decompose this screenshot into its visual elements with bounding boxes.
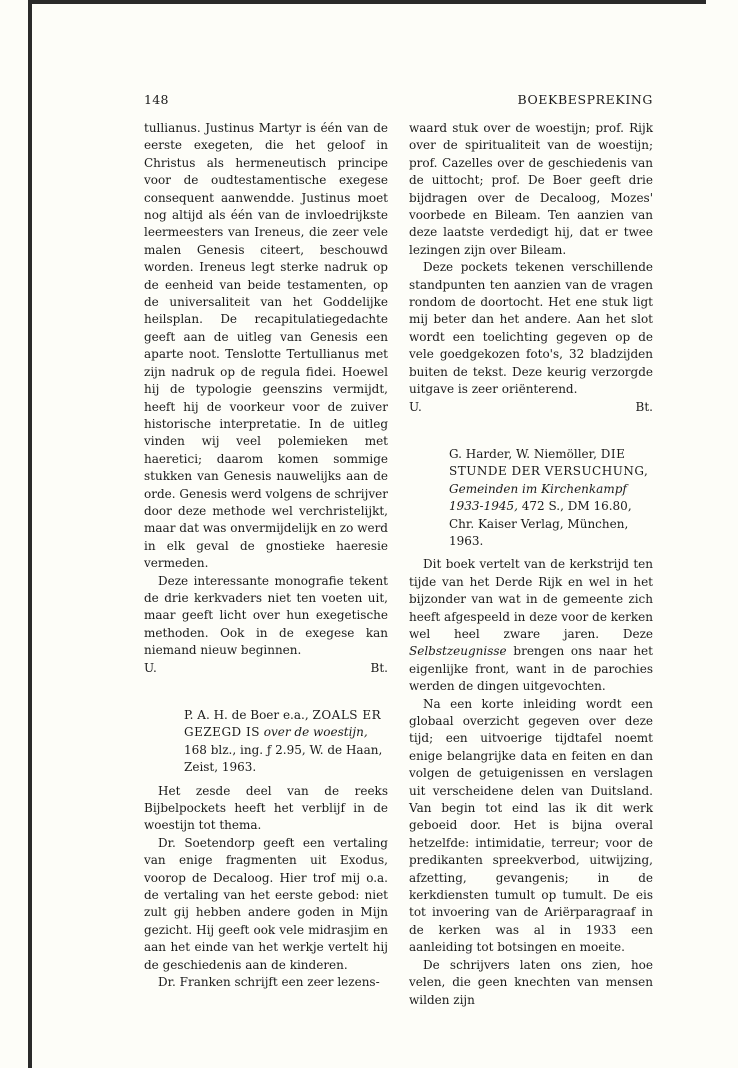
signature-abbrev: Bt.	[635, 399, 653, 414]
left-column	[144, 120, 388, 992]
book-entry-zoals-er-gezegd-is	[184, 707, 388, 777]
book-details: 168 blz., ing. ƒ 2.95, W. de Haan, Zeist, 1963.	[184, 742, 383, 775]
review3-paragraph: Na een korte inleiding wordt een globaal overzicht gegeven over deze tijd; een uitvoerige tijdtafel noemt enige belangrijke data en feiten en dan volgen de getuigenissen en verslagen uit verscheidene delen van Duitsland. Van begin tot eind las ik dit werk geboeid door. Het is bijna overal hetzelfde: intimidatie, terreur; voor de predikanten spreekverbod, uitwijzing, afzetting, gevangenis; in de kerkdiensten tumult op tumult. De eis tot invoering van de Ariërparagraaf in de kerken was al in 1933 een aanleiding tot botsingen en moeite.	[409, 696, 653, 955]
page-number: 148	[144, 92, 169, 107]
book-title: DIE STUNDE DER VERSUCHUNG,	[449, 446, 649, 479]
book-authors: P. A. H. de Boer e.a.,	[184, 708, 309, 722]
review1-body: tullianus. Justinus Martyr is één van de eerste exegeten, die het geloof in Christus als hermeneutisch principe voor de oudtestamentische exegese consequent aanwendde. Justinus moet nog altijd als één van de invloedrijkste leermeesters van Ireneus, die zeer vele malen Genesis citeert, beschouwd worden. Ireneus legt sterke nadruk op de eenheid van beide testamenten, op de universaliteit van het Goddelijke heilsplan. De recapitulatiegedachte geeft aan de uitleg van Genesis een aparte noot. Tenslotte Tertullianus met zijn nadruk op de regula fidei. Hoewel hij de typologie geenszins vermijdt, heeft hij de voorkeur voor de zuiver historische interpretatie. In de uitleg vinden wij veel polemieken met haeretici; daarom komen sommige stukken van Genesis nauwelijks aan de orde. Genesis werd volgens de schrijver door deze methode wel verchristelijkt, maar dat was onvermijdelijk en zo werd in elk geval de gnostieke haeresie vermeden.	[144, 121, 388, 571]
review3-italic-term: Selbstzeugnisse	[409, 644, 507, 659]
book-title: ZOALS ER GEZEGD IS	[184, 708, 382, 740]
running-title: BOEKBESPREKING	[517, 92, 653, 107]
right-column	[409, 120, 653, 1009]
review2-paragraph: Dr. Franken schrijft een zeer lezens-	[158, 975, 380, 990]
review2-paragraph: Dr. Soetendorp geeft een vertaling van enige fragmenten uit Exodus, voorop de Decaloog. Hier trof mij o.a. de vertaling van het eerste gebod: niet zult gij hebben andere goden in Mijn gezicht. Hij geeft ook vele midrasjim en aan het einde van het werkje vertelt hij de geschiedenis aan de kinderen.	[144, 835, 388, 972]
book-authors: G. Harder, W. Niemöller,	[449, 446, 597, 461]
book-entry-die-stunde-der-versuchung	[449, 446, 653, 550]
review2-paragraph: Het zesde deel van de reeks Bijbelpockets heeft het verblijf in de woestijn tot thema.	[144, 783, 388, 833]
review3-paragraph	[409, 556, 653, 695]
signature-abbrev: Bt.	[370, 660, 388, 675]
book-details: 472 S., DM 16.80, Chr. Kaiser Verlag, München, 1963.	[449, 499, 632, 548]
signature-initial: U.	[409, 399, 422, 414]
review3-text: brengen ons naar het eigenlijke front, want in de parochies werden de dingen uitgevochten.	[409, 644, 653, 694]
scan-edge-top	[30, 0, 706, 4]
review3-text: Dit boek vertelt van de kerkstrijd ten tijde van het Derde Rijk en wel in het bijzonder van wat in de gemeente zich heeft afgespeeld in deze voor de kerken wel heel zware jaren. Deze	[409, 557, 653, 641]
review3-paragraph: De schrijvers laten ons zien, hoe velen, die geen knechten van mensen wilden zijn	[409, 957, 653, 1007]
book-subtitle: over de woestijn,	[263, 725, 368, 740]
review2-paragraph: Deze pockets tekenen verschillende standpunten ten aanzien van de vragen rondom de doortocht. Het ene stuk ligt mij beter dan het andere. Aan het slot wordt een toelichting gegeven op de vele goedgekozen foto's, 32 bladzijden buiten de tekst. Deze keurig verzorgde uitgave is zeer oriënterend.	[409, 260, 653, 397]
review1-conclusion: Deze interessante monografie tekent de drie kerkvaders niet ten voeten uit, maar geeft licht over hun exegetische methoden. Ook in de exegese kan niemand nieuw beginnen.	[144, 573, 388, 658]
review2-signature	[409, 399, 653, 416]
book-subtitle: Gemeinden im Kirchenkampf 1933-1945,	[449, 481, 627, 514]
signature-initial: U.	[144, 660, 157, 675]
scan-edge-left	[28, 0, 32, 1068]
review1-signature	[144, 660, 388, 677]
review2-continuation: waard stuk over de woestijn; prof. Rijk over de spiritualiteit van de woestijn; prof. Cazelles over de geschiedenis van de uittocht; prof. De Boer geeft drie bijdragen over de Decaloog, Mozes' voorbede en Bileam. Ten aanzien van deze laatste verdedigt hij, dat er twee lezingen zijn over Bileam.	[409, 121, 653, 257]
